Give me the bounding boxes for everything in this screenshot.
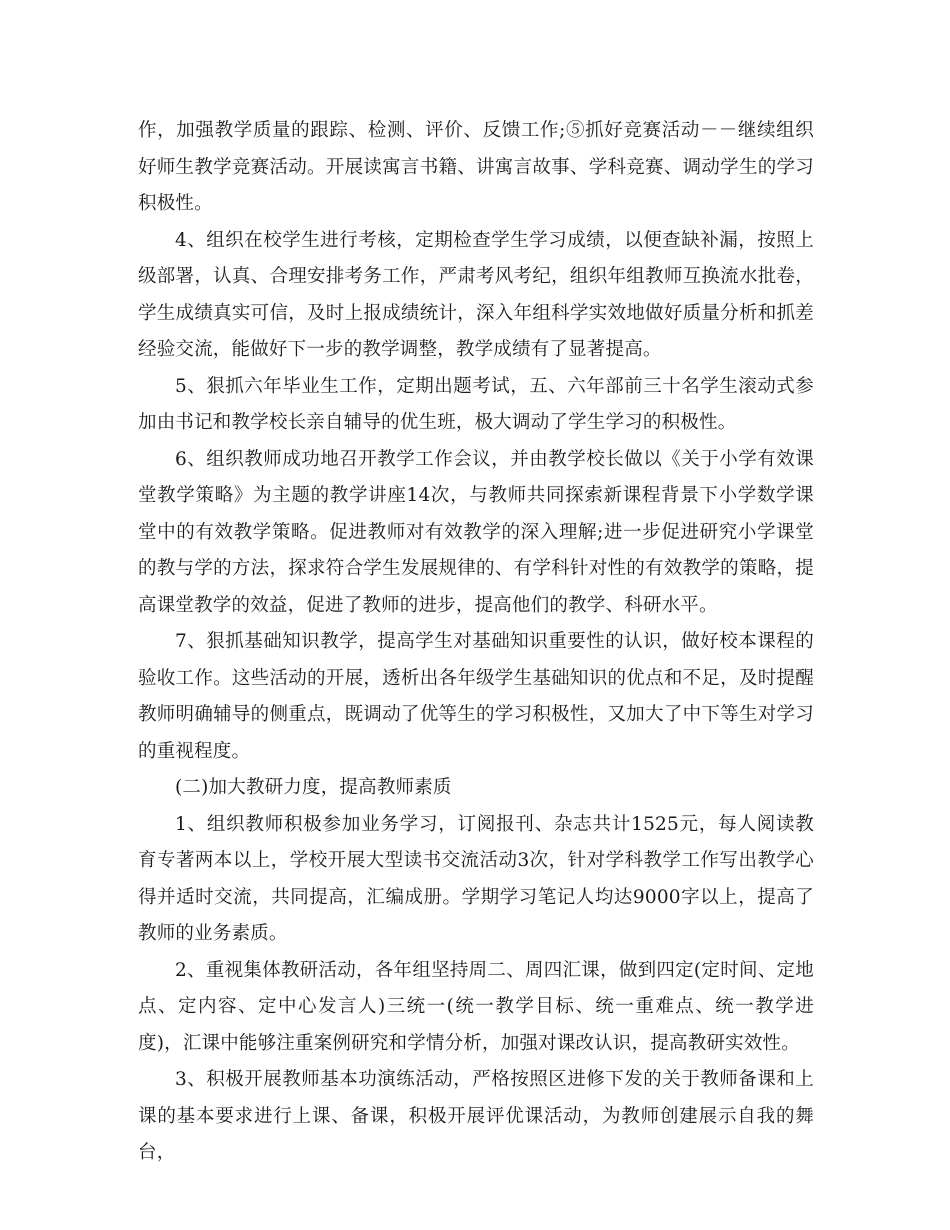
paragraph-item-3: 3、积极开展教师基本功演练活动，严格按照区进修下发的关于教师备课和上课的基本要求进行上课、备课，积极开展评优课活动，为教师创建展示自我的舞台， — [138, 1069, 814, 1163]
paragraph-item-1: 1、组织教师积极参加业务学习，订阅报刊、杂志共计1525元，每人阅读教育专著两本以上，学校开展大型读书交流活动3次，针对学科教学工作写出教学心得并适时交流，共同提高，汇编成册。学期学习笔记人均达9000字以上，提高了教师的业务素质。 — [138, 813, 814, 944]
paragraph-item-4: 4、组织在校学生进行考核，定期检查学生学习成绩，以便查缺补漏，按照上级部署，认真、合理安排考务工作，严肃考风考纪，组织年组教师互换流水批卷，学生成绩真实可信，及时上报成绩统计，深入年组科学实效地做好质量分析和抓差经验交流，能做好下一步的教学调整，教学成绩有了显著提高。 — [138, 229, 814, 360]
paragraph-item-6: 6、组织教师成功地召开教学工作会议，并由教学校长做以《关于小学有效课堂教学策略》为主题的教学讲座14次，与教师共同探索新课程背景下小学数学课堂中的有效教学策略。促进教师对有效教学的深入理解;进一步促进研究小学课堂的教与学的方法，探求符合学生发展规律的、有学科针对性的有效教学的策略，提高课堂教学的效益，促进了教师的进步，提高他们的教学、科研水平。 — [138, 448, 814, 616]
paragraph-item-5: 5、狠抓六年毕业生工作，定期出题考试，五、六年部前三十名学生滚动式参加由书记和教学校长亲自辅导的优生班，极大调动了学生学习的积极性。 — [138, 375, 814, 433]
section-heading: (二)加大教研力度，提高教师素质 — [175, 777, 452, 798]
document-body — [138, 113, 814, 1172]
paragraph-item-7: 7、狠抓基础知识教学，提高学生对基础知识重要性的认识，做好校本课程的验收工作。这些活动的开展，透析出各年级学生基础知识的优点和不足，及时提醒教师明确辅导的侧重点，既调动了优等生的学习积极性，又加大了中下等生对学习的重视程度。 — [138, 631, 814, 762]
paragraph-continued: 作，加强教学质量的跟踪、检测、评价、反馈工作;⑤抓好竞赛活动－－继续组织好师生教学竞赛活动。开展读寓言书籍、讲寓言故事、学科竞赛、调动学生的学习积极性。 — [138, 120, 814, 214]
paragraph-item-2: 2、重视集体教研活动，各年组坚持周二、周四汇课，做到四定(定时间、定地点、定内容、定中心发言人)三统一(统一教学目标、统一重难点、统一教学进度)，汇课中能够注重案例研究和学情分析，加强对课改认识，提高教研实效性。 — [138, 959, 814, 1054]
